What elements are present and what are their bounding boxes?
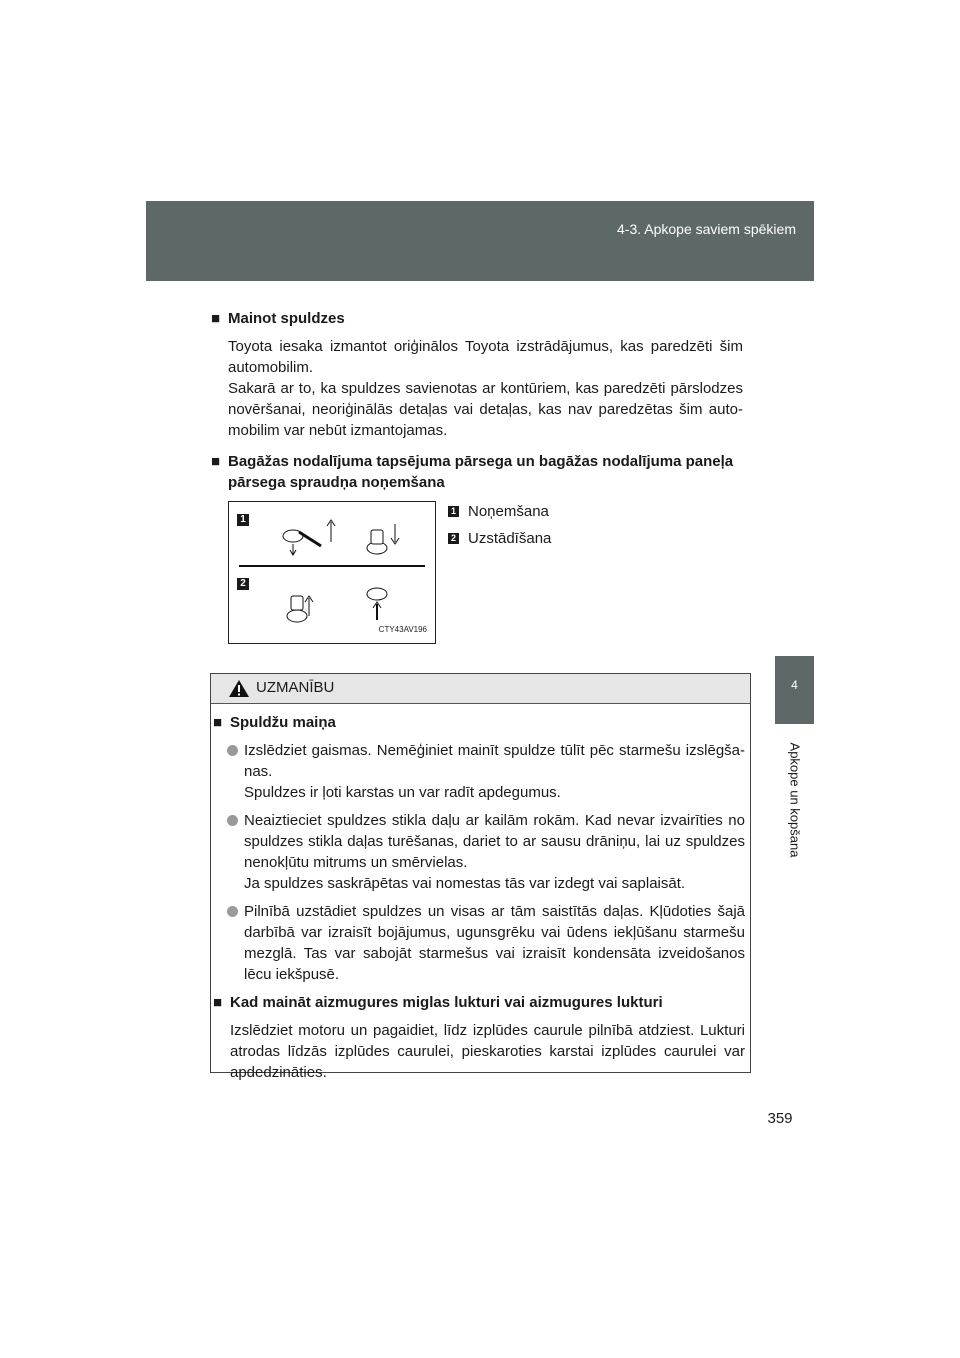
bulbs-text-2: Sakarā ar to, ka spuldzes savienotas ar kontūriem, kas paredzēti pārslodzes novēršanai, neoriģinālās detaļas vai detaļas, kas nav paredzētas šim auto-mobilim var nebūt izmantojamas. [228,380,743,439]
caution-bullet: Izslēdziet gaismas. Nemēģiniet mainīt spuldze tūlīt pēc starmešu izslēgša-nas. Spuldzes ir ļoti karstas un var radīt apdegumus. [227,740,745,803]
chapter-label: Apkope un kopšana [787,742,803,858]
caution-bullet: Neaiztieciet spuldzes stikla daļu ar kailām rokām. Kad nevar izvairīties no spuldzes stikla daļas turēšanas, dariet to ar sausu drāniņu, lai uz spuldzes nenokļūtu mitrums un smērvielas. Ja spuldzes saskrāpētas vai nomestas tās var izdegt vai saplaisāt. [227,810,745,894]
legend-number: 2 [448,533,459,544]
legend-number: 1 [448,506,459,517]
caution-body [211,712,745,1083]
caution-title: UZMANĪBU [256,679,335,696]
caution-paragraph: Izslēdziet motoru un pagaidiet, līdz izplūdes caurule pilnībā atdziest. Lukturi atrodas līdzās izplūdes caurulei, pieskaroties karstai izplūdes caurulei var apdedzināties. [230,1022,745,1081]
square-bullet-icon: ■ [211,453,221,470]
legend-text: Noņemšana [468,503,549,520]
figure-step-1: 1 [237,514,249,526]
page-number: 359 [767,1110,793,1127]
legend-item [448,501,551,522]
caution-heading-2: ■ Kad maināt aizmugures miglas lukturi vai aizmugures lukturi [213,994,663,1011]
caution-header [211,674,750,704]
legend-item [448,528,551,549]
clip-removal-illustration [228,501,436,644]
caution-heading-1: ■ Spuldžu maiņa [213,714,336,731]
trunk-heading: ■ Bagāžas nodalījuma tapsējuma pārsega un bagāžas nodalījuma paneļa pārsega spraudņa noņemšana [211,453,734,491]
bulbs-text-1: Toyota iesaka izmantot oriģinālos Toyota izstrādājumus, kas paredzēti šim automobilim. [228,338,743,376]
figure-row [211,501,743,686]
square-bullet-icon: ■ [213,994,223,1011]
bulbs-paragraph [228,336,743,441]
bullet-dot-icon [227,815,238,826]
figure-legend [448,501,551,555]
square-bullet-icon: ■ [211,310,221,327]
bulbs-heading: ■ Mainot spuldzes [211,310,345,327]
bullet-dot-icon [227,906,238,917]
bullet-dot-icon [227,745,238,756]
square-bullet-icon: ■ [213,714,223,731]
chapter-tab: 4 [775,656,814,724]
legend-text: Uzstādīšana [468,530,552,547]
figure-step-2: 2 [237,578,249,590]
caution-bullet: Pilnībā uzstādiet spuldzes un visas ar tām saistītās daļas. Kļūdoties šajā darbībā var izraisīt bojājumus, ugunsgrēku vai ūdens iekļūšanu starmešu mezglā. Tas var sabojāt starmešus vai izraisīt kondensāta izveidošanos lēcu iekšpusē. [227,901,745,985]
section-header-bar [146,201,814,281]
warning-triangle-icon [228,679,250,698]
section-title: 4-3. Apkope saviem spēkiem [617,221,796,237]
caution-box [210,673,751,1081]
figure-code: CTY43AV196 [378,625,427,634]
main-content [211,308,743,686]
